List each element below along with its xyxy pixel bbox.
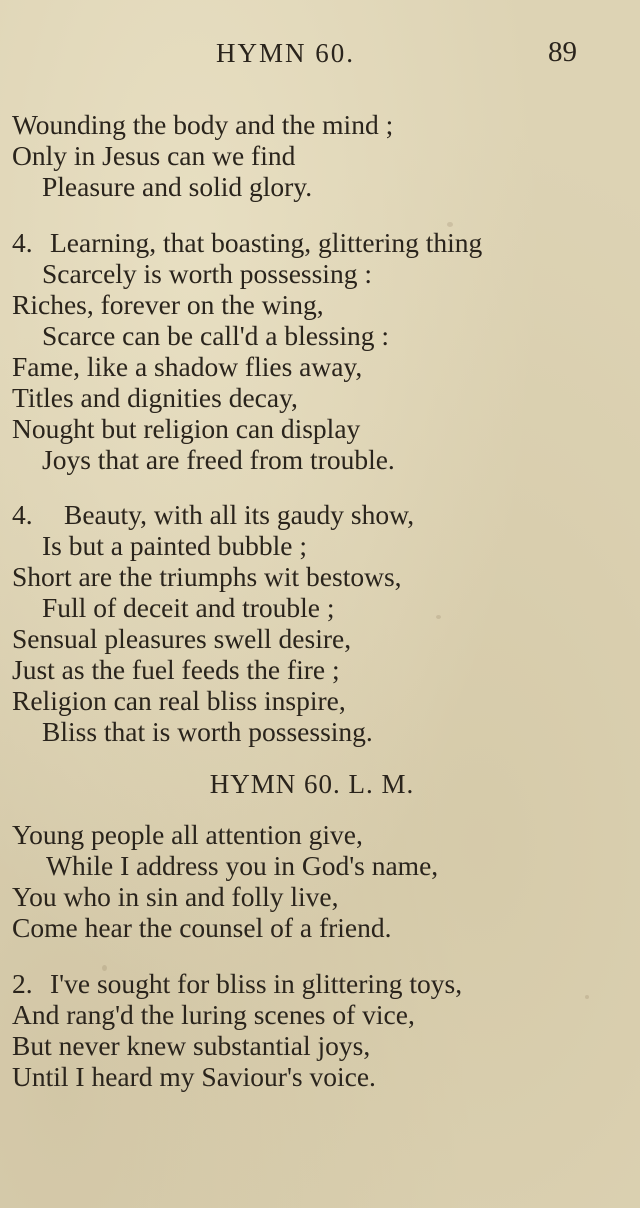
verse-line: Nought but religion can display xyxy=(12,413,361,444)
verse-line: Scarce can be call'd a blessing : xyxy=(42,320,390,351)
page-number: 89 xyxy=(548,36,577,68)
verse-line: While I address you in God's name, xyxy=(46,850,439,881)
stanza-1 xyxy=(12,819,632,943)
verse-line: Only in Jesus can we find xyxy=(12,140,296,171)
verse-line-text: Beauty, with all its gaudy show, xyxy=(64,499,415,530)
stanza-number: 2. xyxy=(12,968,33,999)
stanza-4-learning xyxy=(12,227,632,475)
verse-line: Just as the fuel feeds the fire ; xyxy=(12,654,340,685)
stanza-4-beauty xyxy=(12,499,632,747)
verse-line: Scarcely is worth possessing : xyxy=(42,258,372,289)
verse-line: Short are the triumphs wit bestows, xyxy=(12,561,402,592)
verse-line: Full of deceit and trouble ; xyxy=(42,592,335,623)
verse-line: Religion can real bliss inspire, xyxy=(12,685,346,716)
page-header xyxy=(0,36,640,76)
stanza-number: 4. xyxy=(12,227,33,258)
verse-line: Come hear the counsel of a friend. xyxy=(12,912,392,943)
verse-line: Is but a painted bubble ; xyxy=(42,530,308,561)
verse-line: Riches, forever on the wing, xyxy=(12,289,324,320)
hymn-title: HYMN 60. L. M. xyxy=(209,769,415,799)
verse-line: Titles and dignities decay, xyxy=(12,382,298,413)
verse-line: Joys that are freed from trouble. xyxy=(42,444,395,475)
verse-line: But never knew substantial joys, xyxy=(12,1030,371,1061)
verse-line: Until I heard my Saviour's voice. xyxy=(12,1061,376,1092)
verse-line: You who in sin and folly live, xyxy=(12,881,339,912)
verse-line-text: Learning, that boasting, glittering thing xyxy=(50,227,483,258)
verse-line xyxy=(12,227,632,258)
running-head: HYMN 60. xyxy=(216,38,356,68)
hymn-text xyxy=(12,109,632,1092)
verse-line: Wounding the body and the mind ; xyxy=(12,109,394,140)
verse-line: Fame, like a shadow flies away, xyxy=(12,351,363,382)
verse-line: Pleasure and solid glory. xyxy=(42,171,313,202)
stanza-continued xyxy=(12,109,632,202)
verse-line-text: I've sought for bliss in glittering toys, xyxy=(50,968,463,999)
verse-line: Bliss that is worth possessing. xyxy=(42,716,373,747)
stanza-number: 4. xyxy=(12,499,33,530)
verse-line xyxy=(12,968,632,999)
verse-line: Sensual pleasures swell desire, xyxy=(12,623,352,654)
stanza-2 xyxy=(12,968,632,1092)
verse-line: And rang'd the luring scenes of vice, xyxy=(12,999,415,1030)
verse-line: Young people all attention give, xyxy=(12,819,363,850)
verse-line xyxy=(12,499,632,530)
